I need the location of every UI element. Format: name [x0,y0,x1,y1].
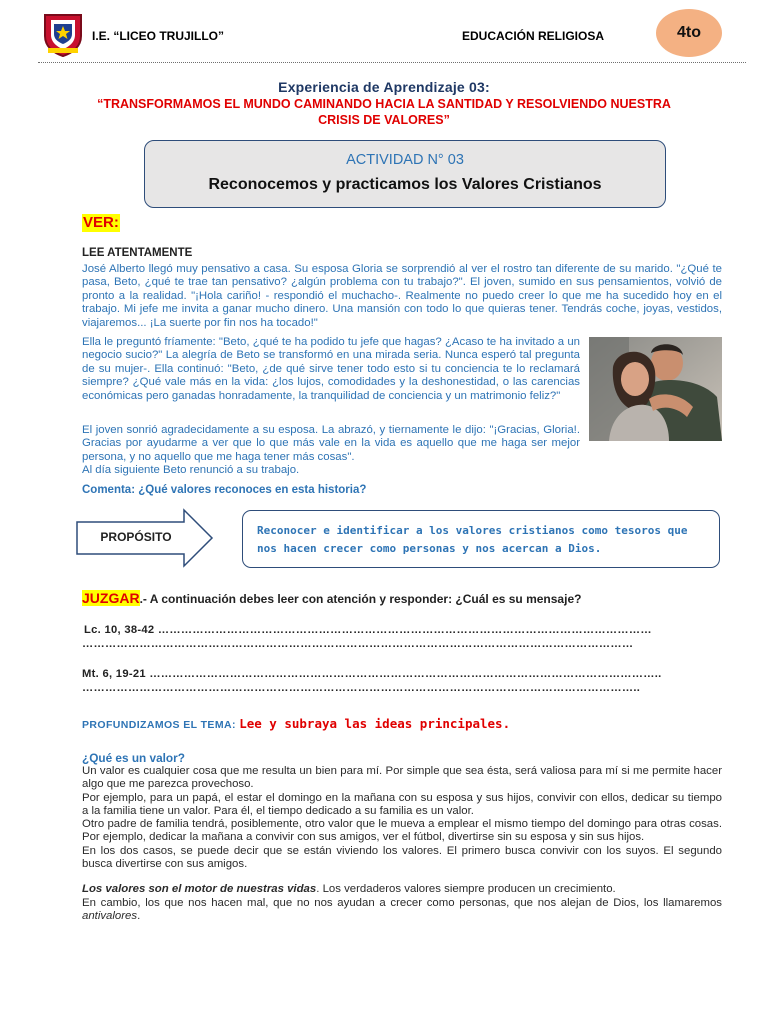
paragraph-gap [82,871,722,883]
story-paragraph-1 [82,263,722,330]
experience-title: Experiencia de Aprendizaje 03: [278,79,490,95]
experience-subtitle: “TRANSFORMAMOS EL MUNDO CAMINANDO HACIA LA SANTIDAD Y RESOLVIENDO NUESTRA CRISIS DE VALORES” [97,97,671,127]
body-paragraph: En los dos casos, se puede decir que se están viviendo los valores. El primero busca convivir con los suyos. El segundo busca divertirse con sus amigos. [82,844,722,871]
story-text: Ella le preguntó fríamente: "Beto, ¿qué te ha podido tu jefe que hagas? ¿Acaso te ha invitado a un negocio sucio?" La alegría de Beto se transformó en una mirada seria. Nunca esperó tal pregunta de su mujer-. Ella continuó: "Beto, ¿de qué sirve tener todo esto si tu conciencia te lo reclamará siempre? ¿Qué vale más en la vida: ¿los lujos, comodidades y la deshonestidad, o las carencias económicas pero ganadas honradamente, la tranquilidad de conciencia y un matrimonio feliz?" [82,336,580,402]
body-paragraph: Otro padre de familia tendrá, posiblemente, otro valor que le mueva a emplear el mismo tiempo del domingo para otras cosas. Por ejemplo, dedicar la mañana a convivir con sus amigos, ver el fútbol, divertirse sin su esposa y sin sus hijos. [82,818,722,844]
term-text: antivalores [82,909,138,922]
school-name: I.E. “LICEO TRUJILLO” [92,29,225,43]
emphasis-text: Los valores son el motor de nuestras vidas [82,883,317,896]
juzgar-instruction: .- A continuación debes leer con atención y responder: ¿Cuál es su mensaje? [139,592,582,606]
answer-line-mt: Mt. 6, 19-21 …………………………………………………………………………………………………………………….. [82,668,662,680]
body-paragraph: Por ejemplo, para un papá, el estar el domingo en la mañana con su esposa y sus hijos, convivir con ellos, dedicar su tiempo a la familia tiene un valor. Para él, el tiempo dedicado a su familia es un valor. [82,791,722,817]
deepen-instruction: Lee y subraya las ideas principales. [239,716,511,731]
purpose-box [242,510,720,568]
body-text: . Los verdaderos valores siempre producen un crecimiento. [316,883,616,896]
read-instruction: LEE ATENTAMENTE [82,247,193,259]
school-crest-logo [42,12,84,58]
story-paragraph-3 [82,424,580,478]
grade-badge: 4to [656,9,722,57]
purpose-text: Reconocer e identificar a los valores cristianos como tesoros que nos hacen crecer como personas y nos acercan a Dios. [257,524,688,555]
body-paragraph: Un valor es cualquier cosa que me resulta un bien para mí. Por simple que sea ésta, será valiosa para mí si me permite hacer algo que me parezca provechoso. [82,765,722,791]
activity-title: Reconocemos y practicamos los Valores Cristianos [208,176,602,193]
deepen-heading [82,716,510,731]
story-text: José Alberto llegó muy pensativo a casa. Su esposa Gloria se sorprendió al ver el rostro tan diferente de su marido. "¿Qué te pasa, Beto, ¿qué te trae tan pensativo? ¿algún problema con tu trabajo?". El joven, sumido en sus pensamientos, volvió de pronto a la realidad. "¡Hola cariño! - respondió el muchacho-. Realmente no puedo creer lo que me ha sucedido hoy en el trabajo. Mi jefe me invita a ganar mucho dinero. Una mansión con todo lo que quieras tener. Tendrás coche, joyas, vestidos, viajaremos... ¡La suerte por fin nos ha tocado!" [82,263,722,329]
answer-line-dots: ……………………………………………………………………………………………………………………………….. [82,682,641,694]
valor-explanation [82,765,722,923]
body-text: En cambio, los que nos hacen mal, que no nos ayudan a crecer como personas, que nos alejan de Dios, los llamaremos [82,896,722,909]
valor-question: ¿Qué es un valor? [82,751,185,765]
story-text: El joven sonrió agradecidamente a su esposa. La abrazó, y tiernamente le dijo: "¡Gracias, Gloria!. Gracias por ayudarme a ver que lo que más vale en la vida es aquello que me haga ser mejor persona, y no aquello que me haga tener más cosas". [82,424,580,463]
ver-heading: VER: [83,214,119,231]
answer-line-dots: ……………………………………………………………………………………………………………………………… [82,638,634,650]
answer-line-lc: Lc. 10, 38-42 ………………………………………………………………………………………………………………… [84,624,652,636]
body-text: . [137,909,141,922]
activity-box [144,140,666,208]
header-divider [38,62,746,63]
activity-number: ACTIVIDAD N° 03 [346,152,464,168]
juzgar-heading: JUZGAR [82,590,140,606]
story-text: Al día siguiente Beto renunció a su trabajo. [82,464,300,477]
juzgar-line [82,590,581,606]
couple-hugging-photo [589,337,722,441]
subject-name: EDUCACIÓN RELIGIOSA [462,29,605,43]
body-paragraph [82,883,722,896]
deepen-label: PROFUNDIZAMOS EL TEMA: [82,719,236,731]
purpose-label: PROPÓSITO [100,530,172,544]
story-paragraph-2 [82,336,580,403]
story-question: Comenta: ¿Qué valores reconoces en esta historia? [82,484,367,496]
body-paragraph [82,897,722,924]
